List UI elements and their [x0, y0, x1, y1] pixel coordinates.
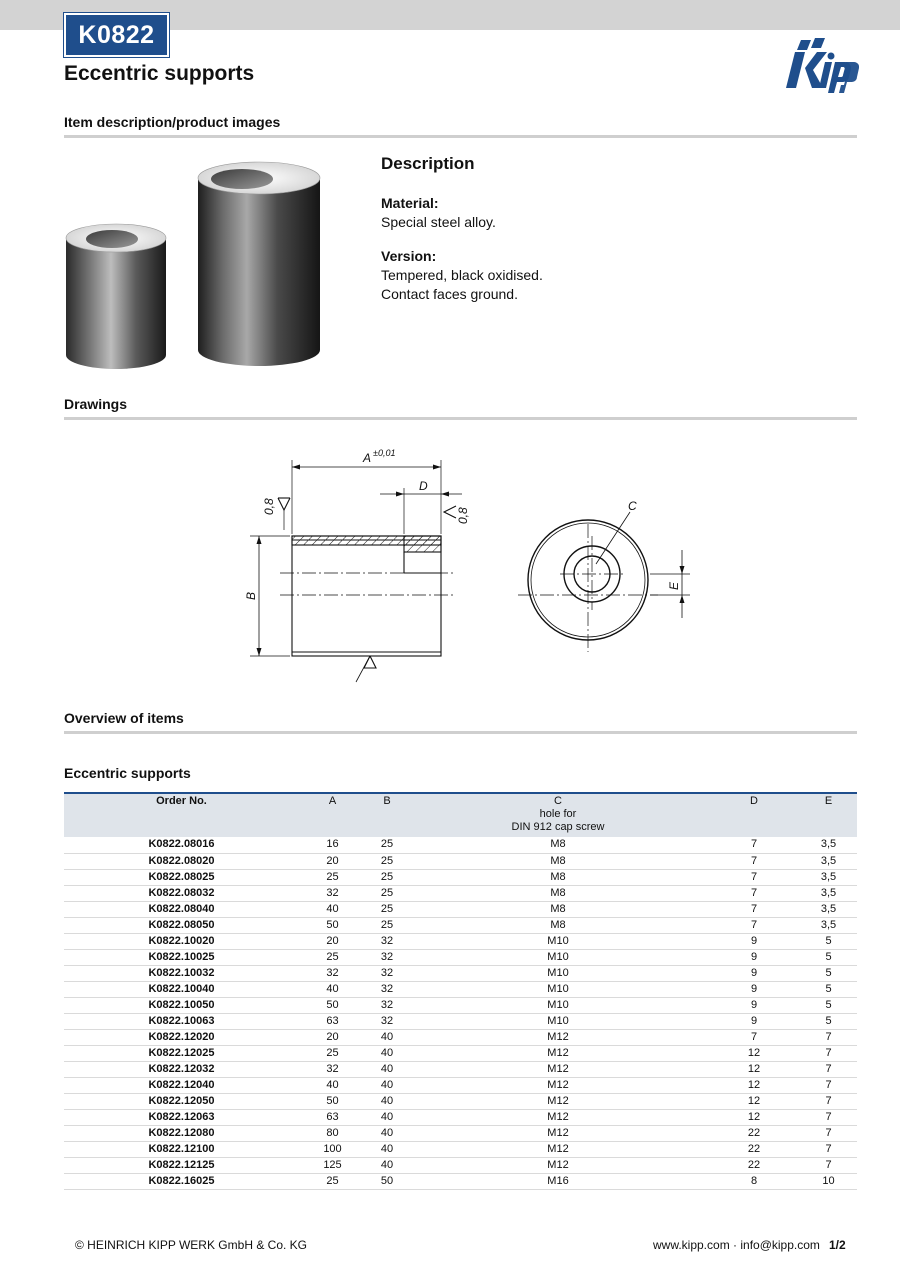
cell-order-no: K0822.12025 [64, 1045, 299, 1061]
cell-d: 9 [708, 949, 800, 965]
cell-b: 32 [366, 949, 408, 965]
dimension-tolerance-a: ±0,01 [373, 448, 396, 458]
table-row [64, 933, 857, 949]
cell-b: 25 [366, 917, 408, 933]
cell-b: 25 [366, 837, 408, 853]
cell-e: 5 [800, 933, 857, 949]
version-label: Version: [381, 248, 437, 264]
cell-order-no: K0822.12100 [64, 1141, 299, 1157]
cell-e: 5 [800, 1013, 857, 1029]
footer-contact: www.kipp.com · info@kipp.com [653, 1238, 820, 1252]
cell-d: 9 [708, 1013, 800, 1029]
kipp-logo [783, 36, 859, 94]
cell-c: M12 [408, 1093, 708, 1109]
technical-drawing [230, 440, 700, 690]
cell-e: 3,5 [800, 917, 857, 933]
cell-a: 25 [299, 949, 366, 965]
cell-b: 50 [366, 1173, 408, 1189]
cell-order-no: K0822.08032 [64, 885, 299, 901]
footer-page-number: 1/2 [829, 1238, 846, 1252]
cell-order-no: K0822.16025 [64, 1173, 299, 1189]
cell-a: 20 [299, 853, 366, 869]
cell-order-no: K0822.10050 [64, 997, 299, 1013]
cell-e: 5 [800, 949, 857, 965]
page-title: Eccentric supports [64, 62, 255, 85]
cell-e: 3,5 [800, 901, 857, 917]
cell-d: 12 [708, 1061, 800, 1077]
cell-d: 9 [708, 965, 800, 981]
cell-c: M8 [408, 853, 708, 869]
table-row [64, 837, 857, 853]
cell-order-no: K0822.12080 [64, 1125, 299, 1141]
cell-c: M8 [408, 837, 708, 853]
table-row [64, 1013, 857, 1029]
dimension-label-d: D [419, 479, 428, 493]
cell-c: M8 [408, 901, 708, 917]
cell-a: 125 [299, 1157, 366, 1173]
footer-copyright: © HEINRICH KIPP WERK GmbH & Co. KG [75, 1238, 307, 1252]
header-c-line3: DIN 912 cap screw [511, 821, 605, 833]
section-heading-drawings: Drawings [64, 396, 128, 412]
cell-order-no: K0822.08016 [64, 837, 299, 853]
cell-a: 20 [299, 1029, 366, 1045]
table-row [64, 1093, 857, 1109]
cell-c: M12 [408, 1157, 708, 1173]
cell-order-no: K0822.12040 [64, 1077, 299, 1093]
cell-e: 3,5 [800, 837, 857, 853]
cell-a: 16 [299, 837, 366, 853]
material-text: Special steel alloy. [381, 214, 496, 230]
table-row [64, 853, 857, 869]
cell-order-no: K0822.12020 [64, 1029, 299, 1045]
cell-d: 9 [708, 933, 800, 949]
table-row [64, 997, 857, 1013]
cell-order-no: K0822.10063 [64, 1013, 299, 1029]
cell-e: 5 [800, 965, 857, 981]
cell-order-no: K0822.12032 [64, 1061, 299, 1077]
cell-c: M12 [408, 1109, 708, 1125]
cell-a: 40 [299, 901, 366, 917]
table-row [64, 1061, 857, 1077]
cell-c: M12 [408, 1029, 708, 1045]
dimension-label-c: C [628, 499, 637, 513]
cell-b: 32 [366, 933, 408, 949]
items-table [64, 792, 857, 1190]
cell-d: 7 [708, 917, 800, 933]
version-text-line1: Tempered, black oxidised. [381, 267, 543, 283]
cell-a: 80 [299, 1125, 366, 1141]
cell-a: 50 [299, 917, 366, 933]
cell-a: 32 [299, 1061, 366, 1077]
cell-b: 40 [366, 1141, 408, 1157]
cell-b: 25 [366, 901, 408, 917]
cell-order-no: K0822.10020 [64, 933, 299, 949]
cell-d: 9 [708, 981, 800, 997]
cell-d: 7 [708, 869, 800, 885]
cell-c: M10 [408, 981, 708, 997]
cell-b: 40 [366, 1029, 408, 1045]
cell-d: 12 [708, 1045, 800, 1061]
table-row [64, 1109, 857, 1125]
material-label: Material: [381, 195, 439, 211]
product-photo [64, 150, 334, 375]
table-body [64, 837, 857, 1189]
cell-b: 40 [366, 1109, 408, 1125]
cell-a: 20 [299, 933, 366, 949]
cell-a: 50 [299, 997, 366, 1013]
table-row [64, 869, 857, 885]
section-divider [64, 731, 857, 734]
table-title: Eccentric supports [64, 765, 191, 781]
cell-c: M12 [408, 1125, 708, 1141]
cell-b: 32 [366, 965, 408, 981]
header-a: A [328, 795, 337, 807]
cell-a: 50 [299, 1093, 366, 1109]
section-heading-item-description: Item description/product images [64, 114, 281, 130]
cell-d: 7 [708, 837, 800, 853]
cell-d: 9 [708, 997, 800, 1013]
cell-order-no: K0822.08040 [64, 901, 299, 917]
cell-e: 7 [800, 1157, 857, 1173]
table-row [64, 965, 857, 981]
cell-e: 7 [800, 1141, 857, 1157]
version-text-line2: Contact faces ground. [381, 286, 518, 302]
section-divider [64, 135, 857, 138]
header-order-no: Order No. [156, 795, 207, 807]
cell-e: 10 [800, 1173, 857, 1189]
description-title: Description [381, 154, 475, 173]
cell-a: 63 [299, 1109, 366, 1125]
cell-b: 32 [366, 997, 408, 1013]
cell-e: 5 [800, 997, 857, 1013]
cell-d: 22 [708, 1125, 800, 1141]
cell-d: 12 [708, 1093, 800, 1109]
cell-a: 32 [299, 885, 366, 901]
cell-a: 40 [299, 1077, 366, 1093]
section-heading-overview: Overview of items [64, 710, 184, 726]
cell-e: 5 [800, 981, 857, 997]
product-code-badge: K0822 [64, 13, 169, 57]
cell-order-no: K0822.08050 [64, 917, 299, 933]
table-row [64, 981, 857, 997]
table-row [64, 1045, 857, 1061]
cell-d: 22 [708, 1157, 800, 1173]
table-row [64, 1125, 857, 1141]
cell-e: 7 [800, 1093, 857, 1109]
cell-c: M16 [408, 1173, 708, 1189]
cell-b: 25 [366, 853, 408, 869]
cell-b: 32 [366, 981, 408, 997]
cell-c: M10 [408, 949, 708, 965]
cell-c: M12 [408, 1061, 708, 1077]
cell-order-no: K0822.12050 [64, 1093, 299, 1109]
header-e: E [824, 795, 833, 807]
cell-b: 25 [366, 869, 408, 885]
cell-d: 7 [708, 901, 800, 917]
cell-c: M10 [408, 1013, 708, 1029]
table-row [64, 1141, 857, 1157]
header-c-line1: C [554, 795, 562, 807]
cell-c: M12 [408, 1141, 708, 1157]
cell-order-no: K0822.08025 [64, 869, 299, 885]
cell-d: 7 [708, 853, 800, 869]
cell-d: 12 [708, 1109, 800, 1125]
cell-e: 7 [800, 1045, 857, 1061]
cell-d: 22 [708, 1141, 800, 1157]
header-c-line2: hole for [539, 808, 577, 820]
cell-c: M8 [408, 869, 708, 885]
table-row [64, 885, 857, 901]
cell-a: 25 [299, 869, 366, 885]
cell-a: 25 [299, 1045, 366, 1061]
cell-e: 3,5 [800, 869, 857, 885]
roughness-label-2: 0,8 [456, 507, 470, 524]
cell-c: M10 [408, 933, 708, 949]
cell-order-no: K0822.08020 [64, 853, 299, 869]
dimension-label-b: B [244, 591, 258, 600]
cell-c: M8 [408, 885, 708, 901]
cell-c: M12 [408, 1045, 708, 1061]
cell-order-no: K0822.12125 [64, 1157, 299, 1173]
table-row [64, 1157, 857, 1173]
dimension-label-e: E [667, 581, 681, 590]
cell-c: M8 [408, 917, 708, 933]
table-row [64, 949, 857, 965]
cell-order-no: K0822.10032 [64, 965, 299, 981]
cell-b: 40 [366, 1045, 408, 1061]
cell-e: 3,5 [800, 853, 857, 869]
cell-b: 25 [366, 885, 408, 901]
cell-e: 3,5 [800, 885, 857, 901]
cell-order-no: K0822.12063 [64, 1109, 299, 1125]
cell-d: 12 [708, 1077, 800, 1093]
cell-e: 7 [800, 1061, 857, 1077]
section-divider [64, 417, 857, 420]
cell-a: 100 [299, 1141, 366, 1157]
table-row [64, 901, 857, 917]
table-row [64, 1029, 857, 1045]
cell-order-no: K0822.10025 [64, 949, 299, 965]
table-row [64, 917, 857, 933]
cell-d: 7 [708, 885, 800, 901]
cell-b: 40 [366, 1125, 408, 1141]
cell-b: 40 [366, 1077, 408, 1093]
cell-c: M10 [408, 997, 708, 1013]
cell-e: 7 [800, 1029, 857, 1045]
table-row [64, 1077, 857, 1093]
cell-b: 40 [366, 1061, 408, 1077]
cell-b: 40 [366, 1093, 408, 1109]
table-header-row [64, 793, 857, 837]
cell-b: 32 [366, 1013, 408, 1029]
dimension-label-a: A [363, 451, 372, 465]
cell-e: 7 [800, 1077, 857, 1093]
cell-order-no: K0822.10040 [64, 981, 299, 997]
cell-d: 8 [708, 1173, 800, 1189]
roughness-label-1: 0,8 [262, 498, 276, 515]
cell-b: 40 [366, 1157, 408, 1173]
header-b: B [383, 795, 391, 807]
cell-d: 7 [708, 1029, 800, 1045]
header-c [408, 793, 708, 837]
cell-a: 32 [299, 965, 366, 981]
cell-c: M12 [408, 1077, 708, 1093]
cell-a: 25 [299, 1173, 366, 1189]
cell-e: 7 [800, 1125, 857, 1141]
header-d: D [750, 795, 758, 807]
cell-e: 7 [800, 1109, 857, 1125]
table-row [64, 1173, 857, 1189]
cell-a: 40 [299, 981, 366, 997]
cell-c: M10 [408, 965, 708, 981]
items-table-container [64, 792, 857, 1190]
cell-a: 63 [299, 1013, 366, 1029]
